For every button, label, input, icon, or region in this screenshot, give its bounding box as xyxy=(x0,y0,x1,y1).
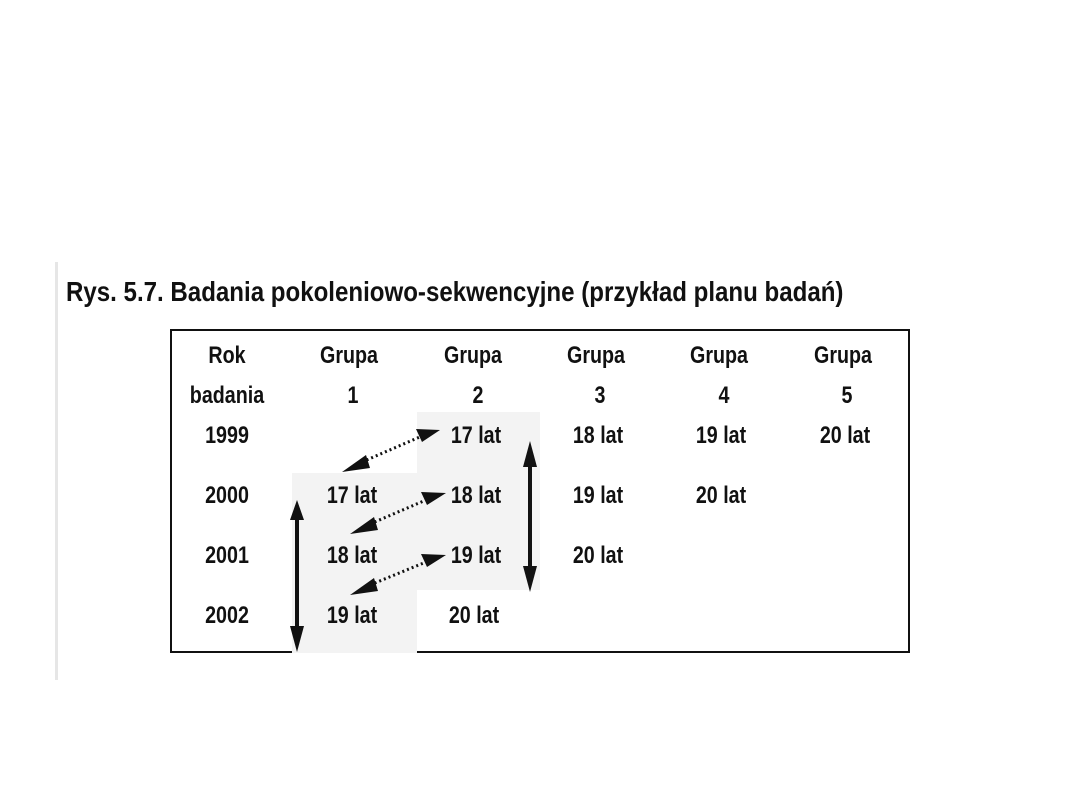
diagonal-dotted-arrow-2 xyxy=(350,492,446,534)
age-cell: 19 lat xyxy=(695,422,747,449)
age-cell: 17 lat xyxy=(450,422,502,449)
age-cell: 19 lat xyxy=(326,602,378,629)
header-badania: badania xyxy=(189,382,265,409)
age-cell: 19 lat xyxy=(572,482,624,509)
figure-title: Rys. 5.7. Badania pokoleniowo-sekwencyjne (przykład planu badań) xyxy=(66,276,844,307)
vertical-double-arrow-left xyxy=(290,500,304,652)
header-num-5: 5 xyxy=(841,382,853,409)
header-num-2: 2 xyxy=(472,382,484,409)
header-grupa-1: Grupa xyxy=(320,342,378,369)
diagonal-dotted-arrow-3 xyxy=(350,554,446,595)
header-grupa-2: Grupa xyxy=(444,342,502,369)
header-num-4: 4 xyxy=(718,382,730,409)
header-grupa-4: Grupa xyxy=(690,342,748,369)
age-cell: 19 lat xyxy=(450,542,502,569)
header-num-1: 1 xyxy=(347,382,359,409)
age-cell: 18 lat xyxy=(326,542,378,569)
year-cell: 2000 xyxy=(205,482,249,509)
diagonal-dotted-arrow-1 xyxy=(342,429,440,472)
vertical-double-arrow-right xyxy=(523,441,537,592)
header-grupa-3: Grupa xyxy=(567,342,625,369)
header-num-3: 3 xyxy=(594,382,606,409)
year-cell: 2001 xyxy=(205,542,249,569)
header-grupa-5: Grupa xyxy=(814,342,872,369)
header-rok: Rok xyxy=(208,342,246,369)
age-cell: 20 lat xyxy=(572,542,624,569)
year-cell: 2002 xyxy=(205,602,249,629)
age-cell: 18 lat xyxy=(572,422,624,449)
age-cell: 17 lat xyxy=(326,482,378,509)
age-cell: 20 lat xyxy=(819,422,871,449)
age-cell: 18 lat xyxy=(450,482,502,509)
age-cell: 20 lat xyxy=(448,602,500,629)
age-cell: 20 lat xyxy=(695,482,747,509)
year-cell: 1999 xyxy=(205,422,249,449)
